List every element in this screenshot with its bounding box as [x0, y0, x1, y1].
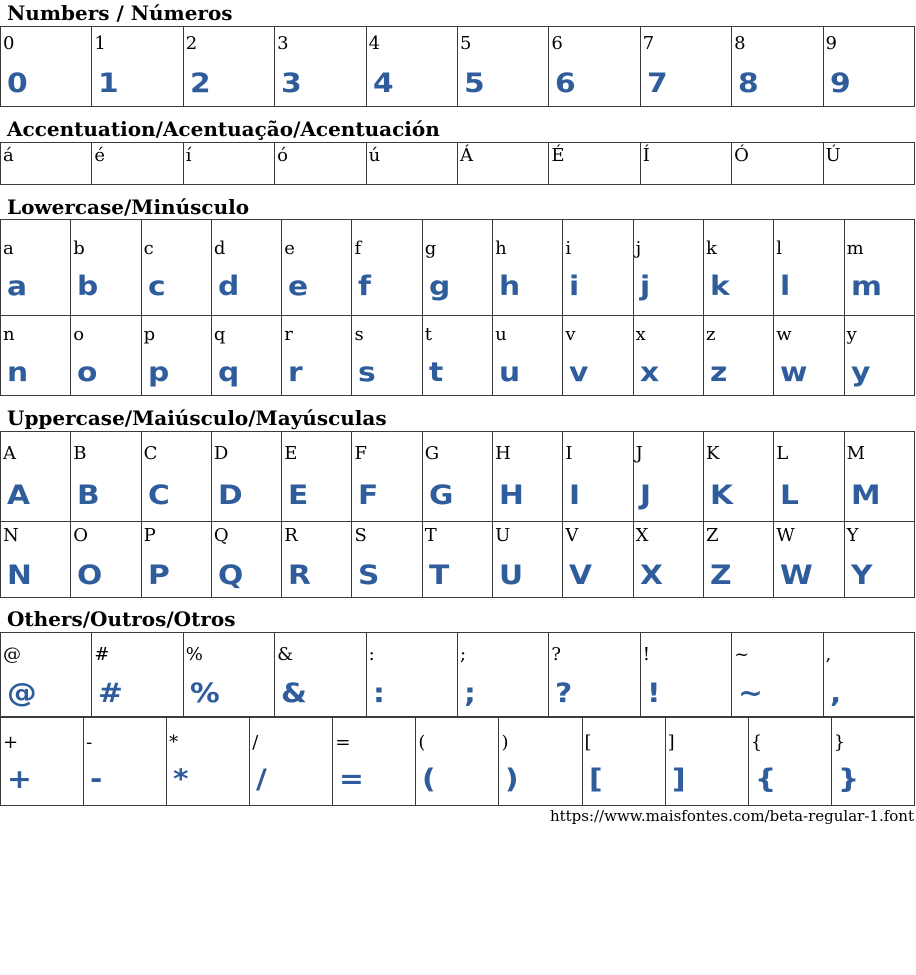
glyph-label: e — [284, 238, 295, 259]
glyph-sample: 6 — [555, 68, 575, 99]
glyph-label: % — [185, 644, 203, 665]
glyph-sample: / — [256, 764, 266, 795]
glyph-sample: : — [372, 678, 384, 709]
glyph-label: m — [846, 238, 864, 259]
glyph-cell — [352, 432, 422, 522]
glyph-cell — [366, 633, 457, 717]
glyph-sample: Q — [217, 559, 243, 591]
glyph-sample: z — [709, 356, 727, 388]
glyph-sample: s — [358, 356, 376, 388]
glyph-label: 8 — [734, 33, 746, 54]
glyph-sample: G — [428, 480, 453, 511]
glyph-cell — [640, 633, 731, 717]
glyph-sample: K — [709, 480, 732, 511]
glyph-label: d — [213, 238, 226, 259]
glyph-cell — [844, 432, 914, 522]
glyph-cell — [457, 27, 548, 107]
glyph-label: c — [143, 238, 154, 259]
glyph-label: ) — [501, 732, 509, 753]
glyph-sample: l — [780, 271, 790, 302]
glyph-label: á — [3, 145, 14, 166]
glyph-sample: n — [7, 356, 28, 388]
glyph-label: q — [213, 323, 226, 345]
glyph-row — [1, 143, 915, 185]
glyph-sample: N — [7, 559, 31, 591]
glyph-cell — [1, 143, 92, 185]
glyph-label: H — [495, 443, 511, 464]
glyph-sample: v — [569, 356, 588, 388]
glyph-cell — [774, 521, 844, 597]
glyph-sample: j — [639, 271, 649, 302]
glyph-label: ú — [368, 145, 381, 166]
glyph-sample: C — [147, 480, 169, 511]
numbers-grid — [0, 26, 915, 107]
glyph-label: G — [424, 443, 440, 464]
glyph-row — [1, 718, 915, 806]
glyph-sample: y — [850, 356, 869, 388]
glyph-label: Y — [846, 524, 859, 546]
glyph-cell — [352, 220, 422, 316]
glyph-label: u — [495, 323, 507, 345]
glyph-cell — [732, 143, 823, 185]
glyph-label: + — [3, 732, 19, 753]
glyph-cell — [703, 432, 773, 522]
glyph-cell — [92, 633, 183, 717]
glyph-label: x — [635, 323, 646, 345]
glyph-sample: u — [499, 356, 520, 388]
glyph-sample: i — [569, 271, 579, 302]
glyph-label: ; — [459, 644, 467, 665]
glyph-cell — [1, 432, 71, 522]
glyph-label: 0 — [3, 33, 15, 54]
glyph-sample: = — [339, 764, 364, 795]
glyph-sample: X — [639, 559, 662, 591]
glyph-label: I — [565, 443, 573, 464]
glyph-cell — [92, 27, 183, 107]
glyph-label: v — [565, 323, 576, 345]
glyph-label: P — [143, 524, 156, 546]
glyph-sample: L — [780, 480, 799, 511]
glyph-sample: ; — [463, 678, 475, 709]
glyph-label: S — [354, 524, 367, 546]
glyph-cell — [141, 432, 211, 522]
glyph-label: X — [635, 524, 649, 546]
glyph-sample: Y — [850, 559, 871, 591]
glyph-sample: A — [7, 480, 29, 511]
glyph-cell — [633, 432, 703, 522]
glyph-sample: [ — [588, 764, 602, 795]
glyph-cell — [549, 27, 640, 107]
glyph-sample: ] — [671, 764, 685, 795]
glyph-sample: r — [288, 356, 302, 388]
glyph-label: f — [354, 238, 362, 259]
glyph-sample: 5 — [463, 68, 484, 99]
glyph-cell — [640, 27, 731, 107]
glyph-sample: ~ — [738, 678, 762, 709]
glyph-sample: } — [837, 764, 858, 795]
glyph-cell — [774, 432, 844, 522]
glyph-cell — [1, 633, 92, 717]
glyph-cell — [366, 27, 457, 107]
glyph-label: M — [846, 443, 865, 464]
glyph-cell — [366, 143, 457, 185]
glyph-sample: H — [499, 480, 523, 511]
glyph-row — [1, 220, 915, 316]
glyph-sample: - — [90, 764, 102, 795]
glyph-cell — [282, 432, 352, 522]
glyph-sample: 4 — [372, 68, 393, 99]
glyph-label: a — [3, 238, 14, 259]
glyph-cell — [844, 521, 914, 597]
glyph-cell — [831, 718, 914, 806]
glyph-cell — [732, 27, 823, 107]
glyph-sample: U — [499, 559, 523, 591]
glyph-sample: ( — [422, 764, 435, 795]
glyph-label: J — [635, 443, 643, 464]
glyph-row — [1, 315, 915, 395]
glyph-row — [1, 432, 915, 522]
glyph-cell — [183, 143, 274, 185]
glyph-sample: m — [850, 271, 881, 302]
section-title-uppercase: Uppercase/Maiúsculo/Mayúsculas — [7, 406, 387, 430]
glyph-cell — [333, 718, 416, 806]
section-title-accents: Accentuation/Acentuação/Acentuación — [7, 117, 440, 141]
glyph-label: j — [635, 238, 642, 259]
glyph-label: t — [424, 323, 433, 345]
glyph-sample: g — [428, 271, 449, 302]
glyph-label: } — [833, 732, 846, 753]
glyph-cell — [549, 143, 640, 185]
glyph-cell — [457, 143, 548, 185]
glyph-cell — [84, 718, 167, 806]
glyph-cell — [141, 315, 211, 395]
glyph-cell — [71, 315, 141, 395]
glyph-cell — [275, 143, 366, 185]
glyph-cell — [416, 718, 499, 806]
section-title-others: Others/Outros/Otros — [7, 607, 236, 631]
glyph-label: z — [705, 323, 716, 345]
glyph-cell — [823, 633, 914, 717]
glyph-cell — [352, 521, 422, 597]
glyph-sample: 8 — [738, 68, 758, 99]
glyph-label: ( — [418, 732, 426, 753]
glyph-sample: ! — [646, 678, 660, 709]
glyph-sample: R — [288, 559, 310, 591]
glyph-sample: c — [147, 271, 165, 302]
glyph-cell — [633, 315, 703, 395]
glyph-label: 3 — [277, 33, 289, 54]
glyph-sample: 0 — [7, 68, 27, 99]
glyph-label: y — [846, 323, 857, 345]
glyph-sample: E — [288, 480, 308, 511]
glyph-cell — [703, 315, 773, 395]
glyph-row — [1, 633, 915, 717]
glyph-cell — [457, 633, 548, 717]
glyph-sample: 1 — [98, 68, 118, 99]
glyph-cell — [1, 718, 84, 806]
glyph-label: 7 — [642, 33, 655, 54]
glyph-label: s — [354, 323, 364, 345]
glyph-sample: 3 — [281, 68, 301, 99]
glyph-label: { — [750, 732, 763, 753]
glyph-cell — [633, 521, 703, 597]
glyph-cell — [141, 220, 211, 316]
glyph-sample: 7 — [646, 68, 667, 99]
glyph-sample: h — [499, 271, 520, 302]
glyph-label: ~ — [734, 644, 750, 665]
glyph-cell — [493, 521, 563, 597]
glyph-sample: % — [189, 678, 219, 709]
glyph-label: - — [86, 732, 93, 753]
glyph-label: = — [335, 732, 351, 753]
glyph-label: n — [3, 323, 15, 345]
glyph-sample: 2 — [189, 68, 210, 99]
glyph-label: O — [73, 524, 89, 546]
glyph-cell — [282, 521, 352, 597]
glyph-sample: p — [147, 356, 168, 388]
glyph-label: ? — [551, 644, 561, 665]
glyph-label: ! — [642, 644, 650, 665]
glyph-label: é — [94, 145, 106, 166]
glyph-sample: ? — [555, 678, 572, 709]
glyph-sample: F — [358, 480, 378, 511]
glyph-cell — [823, 143, 914, 185]
glyph-sample: { — [754, 764, 775, 795]
glyph-sample: Z — [709, 559, 731, 591]
glyph-sample: @ — [7, 678, 36, 709]
glyph-cell — [211, 220, 281, 316]
glyph-label: U — [495, 524, 511, 546]
glyph-sample: e — [288, 271, 308, 302]
glyph-cell — [732, 633, 823, 717]
glyph-cell — [71, 432, 141, 522]
glyph-label: Q — [213, 524, 229, 546]
glyph-label: R — [284, 524, 298, 546]
glyph-cell — [92, 143, 183, 185]
glyph-row — [1, 521, 915, 597]
glyph-cell — [71, 521, 141, 597]
glyph-cell — [493, 220, 563, 316]
glyph-cell — [703, 521, 773, 597]
glyph-cell — [71, 220, 141, 316]
glyph-label: É — [551, 145, 565, 166]
glyph-label: 2 — [185, 33, 198, 54]
glyph-label: 4 — [368, 33, 381, 54]
glyph-label: : — [368, 644, 375, 665]
glyph-cell — [211, 432, 281, 522]
glyph-cell — [141, 521, 211, 597]
glyph-label: ó — [277, 145, 289, 166]
glyph-sample: a — [7, 271, 26, 302]
glyph-sample: w — [780, 356, 807, 388]
glyph-label: ] — [667, 732, 675, 753]
glyph-cell — [1, 220, 71, 316]
glyph-sample: M — [850, 480, 880, 511]
glyph-label: W — [776, 524, 795, 546]
glyph-cell — [422, 220, 492, 316]
glyph-cell — [499, 718, 582, 806]
glyph-cell — [183, 633, 274, 717]
glyph-cell — [211, 315, 281, 395]
glyph-label: L — [776, 443, 789, 464]
glyph-sample: f — [358, 271, 371, 302]
glyph-label: k — [705, 238, 717, 259]
glyph-cell — [422, 521, 492, 597]
glyph-label: 6 — [551, 33, 563, 54]
glyph-label: 5 — [459, 33, 472, 54]
glyph-cell — [563, 432, 633, 522]
glyph-cell — [422, 432, 492, 522]
glyph-label: @ — [3, 644, 21, 665]
accents-grid — [0, 142, 915, 185]
glyph-sample: x — [639, 356, 658, 388]
glyph-sample: b — [77, 271, 98, 302]
glyph-sample: D — [217, 480, 242, 511]
glyph-label: B — [73, 443, 87, 464]
glyph-label: 9 — [825, 33, 837, 54]
glyph-sample: 9 — [829, 68, 850, 99]
glyph-sample: k — [709, 271, 729, 302]
glyph-cell — [211, 521, 281, 597]
glyph-label: p — [143, 323, 156, 345]
glyph-label: F — [354, 443, 367, 464]
glyph-label: , — [825, 644, 832, 665]
glyph-label: Á — [459, 145, 473, 166]
glyph-label: & — [277, 644, 294, 665]
glyph-cell — [748, 718, 831, 806]
glyph-cell — [275, 633, 366, 717]
glyph-row — [1, 27, 915, 107]
glyph-sample: + — [7, 764, 31, 795]
glyph-cell — [774, 315, 844, 395]
glyph-sample: * — [173, 764, 188, 795]
glyph-cell — [493, 432, 563, 522]
glyph-sample: # — [98, 678, 123, 709]
glyph-sample: ) — [505, 764, 518, 795]
glyph-cell — [844, 315, 914, 395]
glyph-cell — [633, 220, 703, 316]
glyph-label: í — [185, 145, 192, 166]
glyph-label: D — [213, 443, 229, 464]
glyph-sample: o — [77, 356, 97, 388]
glyph-cell — [250, 718, 333, 806]
glyph-cell — [703, 220, 773, 316]
glyph-sample: V — [569, 559, 592, 591]
glyph-cell — [582, 718, 665, 806]
glyph-sample: O — [77, 559, 102, 591]
glyph-cell — [823, 27, 914, 107]
others-grid-row1 — [0, 632, 915, 717]
glyph-label: Í — [642, 145, 650, 166]
glyph-label: Ú — [825, 145, 841, 166]
glyph-label: Ó — [734, 145, 749, 166]
glyph-sample: & — [281, 678, 306, 709]
glyph-cell — [1, 315, 71, 395]
glyph-label: o — [73, 323, 85, 345]
glyph-cell — [493, 315, 563, 395]
lowercase-grid — [0, 219, 915, 396]
glyph-cell — [352, 315, 422, 395]
glyph-sample: q — [217, 356, 239, 388]
others-grid-row2 — [0, 717, 915, 806]
footer-url[interactable]: https://www.maisfontes.com/beta-regular-1.font — [549, 807, 914, 825]
glyph-label: * — [169, 732, 179, 753]
glyph-label: A — [3, 443, 16, 464]
glyph-cell — [640, 143, 731, 185]
section-title-lowercase: Lowercase/Minúsculo — [7, 195, 250, 219]
glyph-sample: d — [217, 271, 239, 302]
glyph-cell — [844, 220, 914, 316]
glyph-sample: T — [428, 559, 448, 591]
glyph-cell — [665, 718, 748, 806]
glyph-label: g — [424, 238, 437, 259]
glyph-sample: S — [358, 559, 379, 591]
glyph-sample: B — [77, 480, 99, 511]
glyph-sample: W — [780, 559, 812, 591]
section-title-numbers: Numbers / Números — [7, 1, 233, 25]
glyph-cell — [549, 633, 640, 717]
glyph-cell — [563, 521, 633, 597]
glyph-label: # — [94, 644, 110, 665]
glyph-sample: , — [829, 678, 840, 709]
glyph-label: C — [143, 443, 158, 464]
glyph-cell — [167, 718, 250, 806]
glyph-cell — [1, 27, 92, 107]
glyph-label: N — [3, 524, 19, 546]
glyph-cell — [563, 220, 633, 316]
glyph-sample: P — [147, 559, 169, 591]
glyph-sample: I — [569, 480, 580, 511]
glyph-label: 1 — [94, 33, 106, 54]
glyph-label: b — [73, 238, 85, 259]
glyph-cell — [1, 521, 71, 597]
glyph-cell — [275, 27, 366, 107]
glyph-label: T — [424, 524, 437, 546]
glyph-sample: t — [428, 356, 442, 388]
glyph-label: [ — [584, 732, 592, 753]
glyph-label: V — [565, 524, 579, 546]
glyph-cell — [282, 315, 352, 395]
uppercase-grid — [0, 431, 915, 598]
glyph-label: w — [776, 323, 792, 345]
glyph-label: E — [284, 443, 298, 464]
glyph-sample: J — [639, 480, 650, 511]
glyph-label: Z — [705, 524, 719, 546]
glyph-label: r — [284, 323, 293, 345]
glyph-cell — [282, 220, 352, 316]
glyph-label: / — [252, 732, 259, 753]
glyph-label: i — [565, 238, 572, 259]
glyph-cell — [183, 27, 274, 107]
glyph-label: h — [495, 238, 507, 259]
glyph-label: K — [705, 443, 720, 464]
glyph-cell — [774, 220, 844, 316]
glyph-cell — [563, 315, 633, 395]
glyph-cell — [422, 315, 492, 395]
glyph-label: l — [776, 238, 783, 259]
